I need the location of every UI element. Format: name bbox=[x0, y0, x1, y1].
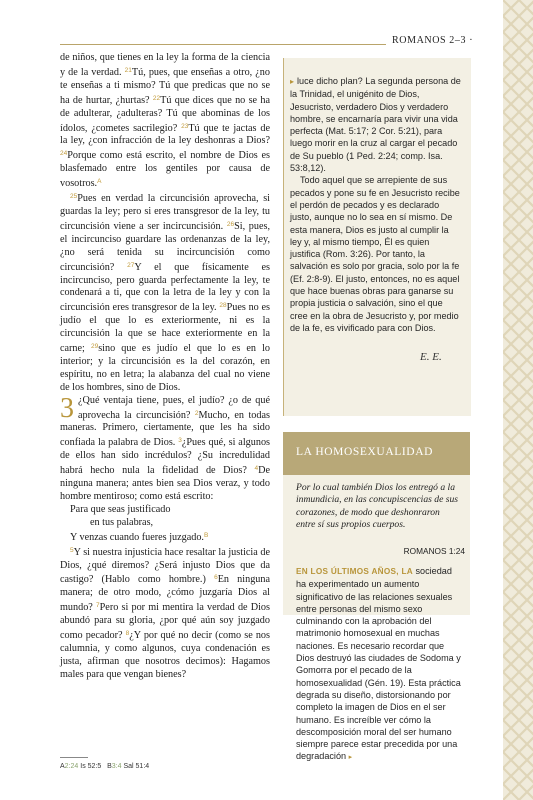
footnote-marker-b: B bbox=[203, 531, 209, 539]
verse-number: A bbox=[97, 178, 102, 186]
verse-text: ¿Qué ventaja tiene, pues, el judío? ¿o de qué aprovecha la circuncisión? bbox=[78, 394, 270, 421]
verse-text: Porque como está escrito, el nombre de Dios es blasfemado entre los gentiles por causa de vosotros. bbox=[60, 150, 270, 190]
verse-number: 7 bbox=[96, 602, 100, 610]
verse-text: Pero si por mi mentira la verdad de Dios abundó para su gloria, ¿por qué aún soy juzgado como pecador? bbox=[60, 602, 270, 642]
article-title: LA HOMOSEXUALIDAD bbox=[296, 446, 434, 458]
commentary-paragraph-1: ▸ luce dicho plan? La segunda persona de la Trinidad, el unigénito de Dios, Jesucristo, verdadero Dios y verdadero hombre, se encarnaría para vivir una vida perfecta (Mat. 5:17; 2 Cor. 5:21), para luego morir en la cruz al cargar el pecado de Su pueblo (1 Ped. 2:24; comp. Isa. 53:8,12). bbox=[290, 76, 461, 174]
verse-text: En ninguna manera; de otro modo, ¿cómo juzgaría Dios al mundo? bbox=[60, 574, 270, 614]
article-body-text: sociedad ha experimentado un aumento significativo de las relaciones sexuales entre personas del mismo sexo culminando con la aprobación del matrimonio homosexual en muchas naciones. Es necesario recordar que Dios destruyó las ciudades de Sodoma y Gomorra por el pecado de la homosexualidad (Gén. 19). Esta práctica degrada su diseño, distorsionando por completo la imagen de Dios en el ser humano. Es increíble ver cómo la descomposición moral del ser humano siempre parece estar precedida por una degradación bbox=[296, 566, 461, 762]
verse-number: 24 bbox=[60, 150, 68, 158]
running-head: ROMANOS 2–3 · bbox=[386, 35, 492, 46]
verse-text: Tú que dices que no se ha de adulterar, ¿adulteras? Tú que abominas de los ídolos, ¿cometes sacrilegio? bbox=[60, 94, 270, 134]
verse-number: 2 bbox=[194, 409, 199, 417]
poetry-line-2: en tus palabras, bbox=[90, 516, 154, 528]
verse-text: Mucho, en todas maneras. Primero, ciertamente, que les ha sido confiada la palabra de Dios. bbox=[60, 409, 270, 449]
continue-arrow-icon: ▸ bbox=[290, 77, 295, 86]
verse-number: 22 bbox=[152, 94, 161, 102]
chapter-3-opening bbox=[60, 392, 270, 502]
verse-text: ¿Pues qué, si algunos de ellos han sido incrédulos? ¿Su incredulidad habrá hecho nula la fidelidad de Dios? bbox=[60, 437, 270, 477]
article-lead: EN LOS ÚLTIMOS AÑOS, LA bbox=[296, 567, 413, 576]
footnote-b-text: Sal 51:4 bbox=[123, 763, 150, 770]
verse-number: 8 bbox=[125, 630, 130, 638]
verse-number: 26 bbox=[226, 220, 235, 228]
scripture-paragraph-1 bbox=[60, 52, 270, 191]
scripture-paragraph-2 bbox=[60, 191, 270, 395]
footnote-a-marker: A bbox=[60, 763, 65, 770]
verse-text: sino que es judío el que lo es en lo interior; y la circuncisión es la del corazón, en espíritu, no en letra; la alabanza del cual no viene de los hombres, sino de Dios. bbox=[60, 343, 270, 393]
verse-text: Si, pues, el incircunciso guardare las ordenanzas de la ley, ¿no será tenida su incircuncisión como circuncisión? bbox=[60, 220, 271, 273]
verse-number: 29 bbox=[90, 343, 99, 351]
verse-text: Y si nuestra injusticia hace resaltar la justicia de Dios, ¿qué diremos? ¿Será injusto Dios que da castigo? (Hablo como hombre.) bbox=[60, 546, 270, 586]
footnote-a-ref[interactable]: 2:24 bbox=[64, 763, 79, 770]
verse-text: ¿Y por qué no decir (como se nos calumnia, y como algunos, cuya condenación es justa, afirman que nosotros decimos): Hagamos males para que vengan bienes? bbox=[60, 630, 270, 680]
author-signature: E. E. bbox=[420, 351, 442, 363]
verse-number: 28 bbox=[219, 302, 227, 310]
verse-number: 6 bbox=[214, 574, 218, 582]
footnote-a-text: Is 52:5 bbox=[80, 763, 102, 770]
verse-text: Tú, pues, que enseñas a otro, ¿no te enseñas a ti mismo? Tú que predicas que no se ha de hurtar, ¿hurtas? bbox=[60, 66, 270, 106]
verse-number: 4 bbox=[254, 465, 259, 473]
scripture-paragraph-4 bbox=[60, 545, 270, 682]
footnote-b-marker: B bbox=[107, 763, 112, 770]
footnote-b-ref[interactable]: 3:4 bbox=[111, 763, 122, 770]
commentary-paragraph-2: Todo aquel que se arrepiente de sus pecados y pone su fe en Jesucristo recibe el perdón de pecados y es declarado justo, aunque no lo sea en sí mismo. De esta manera, Dios es justo al cumplir la ley y, al mismo tiempo, Él es quien justifica (Rom. 3:26). Por tanto, la salvación es solo por gracia, solo por la fe (Ef. 2:8-9). El justo, entonces, no es aquel que hace buenas obras para ganarse su propia justicia o salvación, sino el que cree en la obra de Jesucristo y, por medio de la fe, es vivificado para con Dios. bbox=[290, 175, 460, 333]
article-quote-reference: ROMANOS 1:24 bbox=[403, 546, 465, 556]
continue-arrow-icon: ▸ bbox=[348, 754, 353, 762]
verse-text: Y el que físicamente es incircunciso, pero guarda perfectamente la ley, te condenará a ti, que con la letra de la ley y con la circuncisión eres transgresor de la ley. bbox=[60, 261, 270, 314]
article-quote: Por lo cual también Dios los entregó a la inmundicia, en las concupiscencias de sus corazones, de modo que deshonraron entre sí sus propios cuerpos. bbox=[296, 482, 458, 531]
poetry-line-1: Para que seas justificado bbox=[70, 503, 171, 515]
verse-text: Pues no es judío el que lo es exteriormente, ni es la circuncisión la que se hace exteriormente en la carne; bbox=[60, 302, 271, 355]
verse-number: 21 bbox=[124, 66, 132, 74]
footnotes bbox=[60, 763, 149, 770]
commentary-text bbox=[290, 75, 462, 334]
article-body bbox=[296, 565, 462, 765]
poetry-line-3: Y venzas cuando fueres juzgado.$^B$ bbox=[70, 531, 209, 543]
verse-number: 3 bbox=[178, 437, 182, 445]
footnote-rule bbox=[60, 757, 88, 758]
verse-text: de niños, que tienes en la ley la forma de la ciencia y de la verdad. bbox=[60, 52, 270, 78]
verse-text: Tú que te jactas de la ley, ¿con infracción de la ley deshonras a Dios? bbox=[60, 122, 270, 147]
scripture-paragraph-3 bbox=[60, 392, 270, 504]
verse-number: 25 bbox=[70, 193, 78, 201]
verse-text: Pues en verdad la circuncisión aprovecha, si guardas la ley; pero si eres transgresor de la ley, tu circuncisión viene a ser incircuncisión. bbox=[60, 193, 270, 232]
chapter-number: 3 bbox=[60, 392, 74, 424]
verse-text: De ninguna manera; antes bien sea Dios veraz, y todo hombre mentiroso; como está escrito: bbox=[60, 465, 270, 502]
verse-number: 23 bbox=[181, 122, 189, 130]
decorative-pattern-strip bbox=[503, 0, 533, 800]
poetry-quote bbox=[60, 504, 270, 545]
verse-number: 27 bbox=[127, 261, 135, 269]
scripture-column bbox=[60, 52, 270, 682]
verse-number: 5 bbox=[70, 546, 74, 554]
